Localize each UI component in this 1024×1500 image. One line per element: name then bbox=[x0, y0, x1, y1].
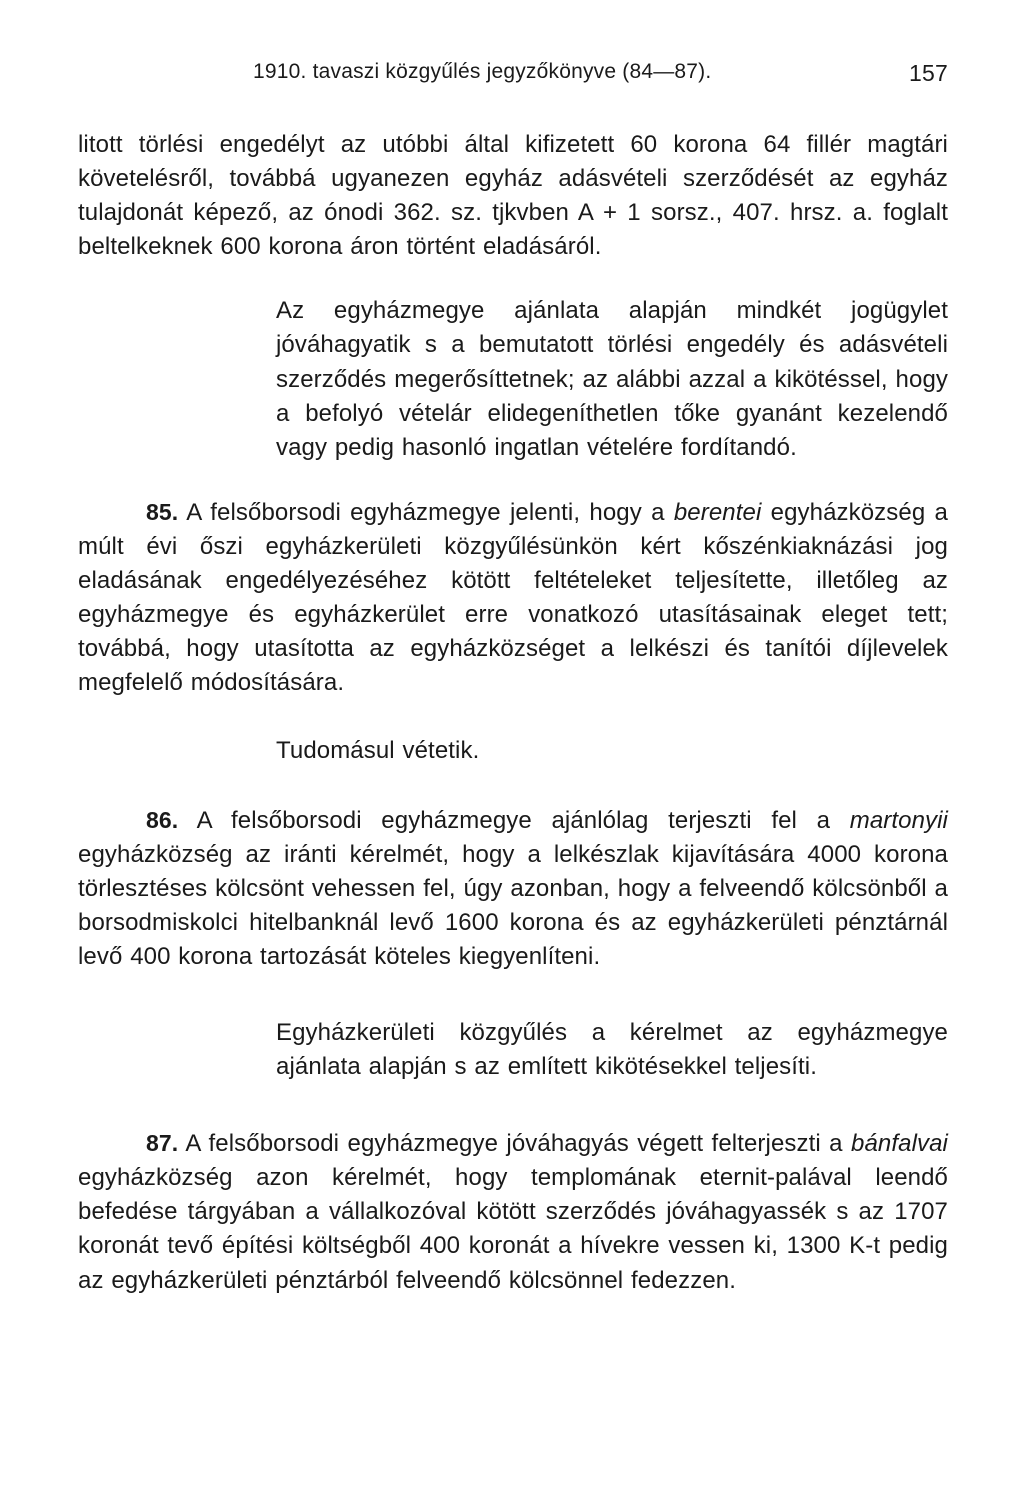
section-number: 87. bbox=[146, 1130, 179, 1157]
resolution-text: Az egyházmegye ajánlata alapján mindkét jogügylet jóváhagyatik s a bemutatott törlési engedély és adásvételi szerződés megerősíttetnek; az alábbi azzal a kikötéssel, hogy a befolyó vételár elidegeníthetlen tőke gyanánt kezelendő vagy pedig hasonló ingatlan vételére fordítandó. bbox=[276, 297, 948, 461]
resolution-text: Tudomásul vétetik. bbox=[276, 737, 480, 765]
section-text: A felsőborsodi egyházmegye ajánlólag terjeszti fel a bbox=[178, 806, 850, 834]
resolution-block-86 bbox=[276, 1016, 948, 1084]
paragraph-continuation: litott törlési engedélyt az utóbbi által kifizetett 60 korona 64 fillér magtári követelésről, továbbá ugyanezen egyház adásvételi szerződését az egyház tulajdonát képező, az ónodi 362. sz. tjkvben A + 1 sorsz., 407. hrsz. a. foglalt beltelkeknek 600 korona áron történt eladásáról. bbox=[78, 131, 948, 261]
section-85 bbox=[78, 495, 948, 701]
section-text: egyházközség az iránti kérelmét, hogy a lelkészlak kijavítására 4000 korona törlesztéses kölcsönt vehessen fel, úgy azonban, hogy a felveendő kölcsönből a borsodmiskolci hitelbanknál levő 1600 korona és az egyházkerületi pénztárnál levő 400 korona tartozását köteles kiegyenlíteni. bbox=[78, 840, 948, 970]
resolution-block-85 bbox=[276, 734, 948, 768]
document-page bbox=[78, 0, 948, 1500]
place-name: bánfalvai bbox=[851, 1130, 948, 1158]
section-number: 86. bbox=[146, 806, 179, 833]
section-87 bbox=[78, 1126, 948, 1297]
section-text: egyházközség a múlt évi őszi egyházkerületi közgyűlésünkön kért kőszénkiaknázási jog eladásának engedélyezéséhez kötött feltételeket teljesítette, illetőleg az egyházmegye és egyházkerület erre vonatkozó utasításainak eleget tett; továbbá, hogy utasította az egyházközséget a lelkészi és tanítói díjlevelek megfelelő módosítására. bbox=[78, 498, 948, 697]
place-name: martonyii bbox=[849, 806, 948, 834]
resolution-block-84 bbox=[276, 294, 948, 464]
section-86 bbox=[78, 803, 948, 974]
section-text: A felsőborsodi egyházmegye jóváhagyás végett felterjeszti a bbox=[178, 1130, 852, 1158]
page-number: 157 bbox=[909, 60, 948, 86]
section-text: egyházközség azon kérelmét, hogy templomának eternit-palával leendő befedése tárgyában a vállalkozóval kötött szerződés jóváhagyassék s az 1707 koronát tevő építési költségből 400 koronát a hívekre vessen ki, 1300 K-t pedig az egyházkerületi pénztárból felveendő kölcsönnel fedezzen. bbox=[78, 1164, 948, 1294]
section-number: 85. bbox=[146, 498, 179, 525]
section-text: A felsőborsodi egyházmegye jelenti, hogy a bbox=[178, 498, 674, 526]
header-title: 1910. tavaszi közgyűlés jegyzőkönyve (84—87). bbox=[253, 60, 712, 83]
running-header bbox=[78, 60, 948, 94]
place-name: berentei bbox=[673, 498, 762, 526]
resolution-text: Egyházkerületi közgyűlés a kérelmet az egyházmegye ajánlata alapján s az említett kikötésekkel teljesíti. bbox=[276, 1018, 948, 1081]
document-body bbox=[78, 128, 948, 1298]
